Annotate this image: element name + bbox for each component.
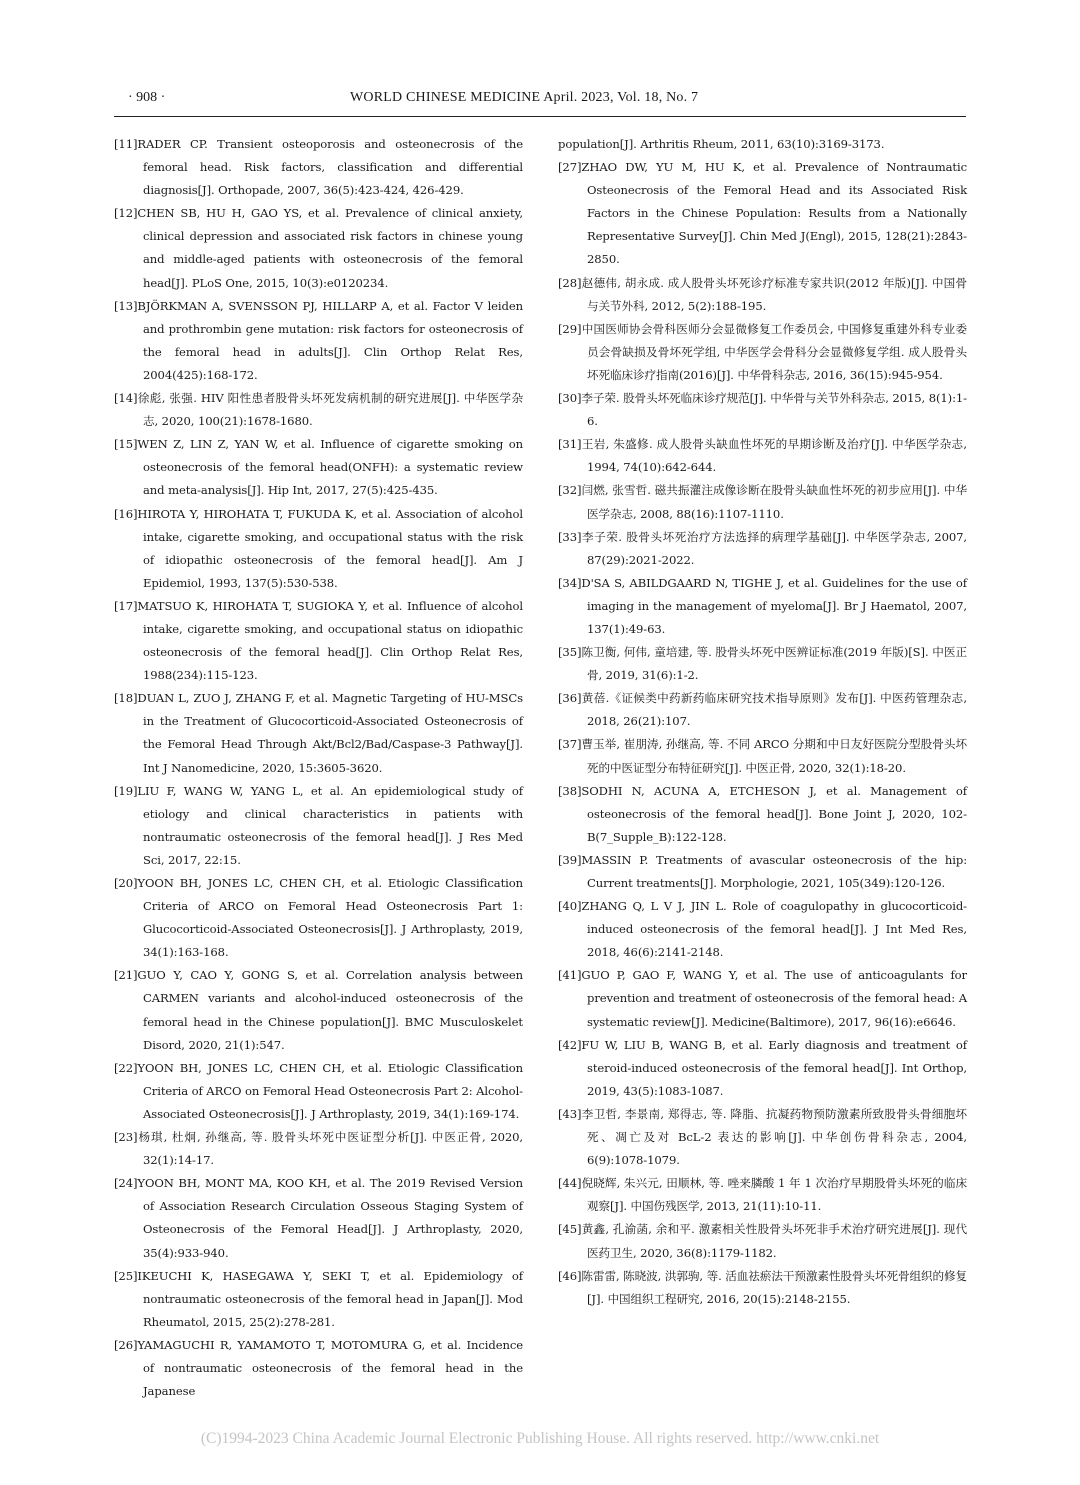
- references-right-column: [558, 133, 967, 1311]
- reference-41: [41]GUO P, GAO F, WANG Y, et al. The use of anticoagulants for prevention and treatment of osteonecrosis of the femoral head: A systematic review[J]. Medicine(Baltimore), 2017, 96(16):e6646.: [558, 968, 967, 1029]
- reference-35: [35]陈卫衡, 何伟, 童培建, 等. 股骨头坏死中医辨证标准(2019 年版)[S]. 中医正骨, 2019, 31(6):1-2.: [558, 645, 967, 683]
- reference-13: [13]BJÖRKMAN A, SVENSSON PJ, HILLARP A, et al. Factor V leiden and prothrombin gene mutation: risk factors for osteonecrosis of the femoral head in adults[J]. Clin Orthop Relat Res, 2004(425):168-172.: [114, 298, 523, 382]
- reference-31: [31]王岩, 朱盛修. 成人股骨头缺血性坏死的早期诊断及治疗[J]. 中华医学杂志, 1994, 74(10):642-644.: [558, 437, 967, 475]
- reference-46: [46]陈雷雷, 陈晓波, 洪郭驹, 等. 活血祛瘀法干预激素性股骨头坏死骨组织的修复[J]. 中国组织工程研究, 2016, 20(15):2148-2155.: [558, 1268, 967, 1306]
- reference-14: [14]徐彪, 张强. HIV 阳性患者股骨头坏死发病机制的研究进展[J]. 中华医学杂志, 2020, 100(21):1678-1680.: [114, 391, 523, 429]
- reference-18: [18]DUAN L, ZUO J, ZHANG F, et al. Magnetic Targeting of HU-MSCs in the Treatment of Glucocorticoid-Associated Osteonecrosis of the Femoral Head Through Akt/Bcl2/Bad/Caspase-3 Pathway[J]. Int J Nanomedicine, 2020, 15:3605-3620.: [114, 691, 523, 775]
- reference-19: [19]LIU F, WANG W, YANG L, et al. An epidemiological study of etiology and clinical characteristics in patients with nontraumatic osteonecrosis of the femoral head[J]. J Res Med Sci, 2017, 22:15.: [114, 783, 523, 867]
- reference-36: [36]黄蓓.《证候类中药新药临床研究技术指导原则》发布[J]. 中医药管理杂志, 2018, 26(21):107.: [558, 691, 967, 729]
- reference-26: [26]YAMAGUCHI R, YAMAMOTO T, MOTOMURA G, et al. Incidence of nontraumatic osteonecrosis of the femoral head in the Japanese: [114, 1337, 523, 1399]
- reference-38: [38]SODHI N, ACUNA A, ETCHESON J, et al. Management of osteonecrosis of the femoral head[J]. Bone Joint J, 2020, 102-B(7_Supple_B):122-128.: [558, 783, 967, 844]
- reference-20: [20]YOON BH, JONES LC, CHEN CH, et al. Etiologic Classification Criteria of ARCO on Femoral Head Osteonecrosis Part 1: Glucocorticoid-Associated Osteonecrosis[J]. J Arthroplasty, 2019, 34(1):163-168.: [114, 876, 523, 960]
- reference-34: [34]D'SA S, ABILDGAARD N, TIGHE J, et al. Guidelines for the use of imaging in the management of myeloma[J]. Br J Haematol, 2007, 137(1):49-63.: [558, 575, 967, 636]
- reference-27: [27]ZHAO DW, YU M, HU K, et al. Prevalence of Nontraumatic Osteonecrosis of the Femoral Head and its Associated Risk Factors in the Chinese Population: Results from a Nationally Representative Survey[J]. Chin Med J(Engl), 2015, 128(21):2843-2850.: [558, 160, 967, 267]
- reference-17: [17]MATSUO K, HIROHATA T, SUGIOKA Y, et al. Influence of alcohol intake, cigarette smoking, and occupational status on idiopathic osteonecrosis of the femoral head[J]. Clin Orthop Relat Res, 1988(234):115-123.: [114, 598, 523, 683]
- reference-42: [42]FU W, LIU B, WANG B, et al. Early diagnosis and treatment of steroid-induced osteonecrosis of the femoral head[J]. Int Orthop, 2019, 43(5):1083-1087.: [558, 1037, 967, 1098]
- reference-29: [29]中国医师协会骨科医师分会显微修复工作委员会, 中国修复重建外科专业委员会骨缺损及骨坏死学组, 中华医学会骨科分会显微修复学组. 成人股骨头坏死临床诊疗指南(2016)[J]. 中华骨科杂志, 2016, 36(15):945-954.: [558, 321, 967, 382]
- reference-39: [39]MASSIN P. Treatments of avascular osteonecrosis of the hip: Current treatments[J]. Morphologie, 2021, 105(349):120-126.: [558, 852, 967, 890]
- reference-11: [11]RADER CP. Transient osteoporosis and osteonecrosis of the femoral head. Risk factors, classification and differential diagnosis[J]. Orthopade, 2007, 36(5):423-424, 426-429.: [114, 137, 523, 198]
- journal-citation: WORLD CHINESE MEDICINE April. 2023, Vol. 18, No. 7: [350, 90, 699, 105]
- reference-33: [33]李子荣. 股骨头坏死治疗方法选择的病理学基础[J]. 中华医学杂志, 2007, 87(29):2021-2022.: [558, 529, 967, 567]
- copyright-footer: (C)1994-2023 China Academic Journal Electronic Publishing House. All rights reserved. http://www.cnki.net: [200, 1430, 880, 1447]
- reference-43: [43]李卫哲, 李景南, 郑得志, 等. 降脂、抗凝药物预防激素所致股骨头骨细胞坏死、凋亡及对 BcL-2 表达的影响[J]. 中华创伤骨科杂志, 2004, 6(9):1078-1079.: [558, 1106, 967, 1168]
- reference-15: [15]WEN Z, LIN Z, YAN W, et al. Influence of cigarette smoking on osteonecrosis of the femoral head(ONFH): a systematic review and meta-analysis[J]. Hip Int, 2017, 27(5):425-435.: [114, 437, 523, 498]
- references-left-column: [114, 133, 523, 1403]
- reference-28: [28]赵德伟, 胡永成. 成人股骨头坏死诊疗标准专家共识(2012 年版)[J]. 中国骨与关节外科, 2012, 5(2):188-195.: [558, 275, 967, 313]
- reference-40: [40]ZHANG Q, L V J, JIN L. Role of coagulopathy in glucocorticoid-induced osteonecrosis of the femoral head[J]. J Int Med Res, 2018, 46(6):2141-2148.: [558, 899, 967, 960]
- reference-44: [44]倪晓辉, 朱兴元, 田顺林, 等. 唑来膦酸 1 年 1 次治疗早期股骨头坏死的临床观察[J]. 中国伤残医学, 2013, 21(11):10-11.: [558, 1176, 967, 1214]
- reference-37: [37]曹玉举, 崔朋涛, 孙继高, 等. 不同 ARCO 分期和中日友好医院分型股骨头坏死的中医证型分布特征研究[J]. 中医正骨, 2020, 32(1):18-20.: [558, 737, 967, 775]
- reference-30: [30]李子荣. 股骨头坏死临床诊疗规范[J]. 中华骨与关节外科杂志, 2015, 8(1):1-6.: [558, 391, 967, 429]
- reference-23: [23]杨琪, 杜炯, 孙继高, 等. 股骨头坏死中医证型分析[J]. 中医正骨, 2020, 32(1):14-17.: [114, 1130, 523, 1168]
- reference-22: [22]YOON BH, JONES LC, CHEN CH, et al. Etiologic Classification Criteria of ARCO on Femoral Head Osteonecrosis Part 2: Alcohol-Associated Osteonecrosis[J]. J Arthroplasty, 2019, 34(1):169-174.: [114, 1060, 523, 1121]
- reference-21: [21]GUO Y, CAO Y, GONG S, et al. Correlation analysis between CARMEN variants and alcohol-induced osteonecrosis of the femoral head in the Chinese population[J]. BMC Musculoskelet Disord, 2020, 21(1):547.: [114, 968, 523, 1052]
- reference-32: [32]闫燃, 张雪哲. 磁共振灌注成像诊断在股骨头缺血性坏死的初步应用[J]. 中华医学杂志, 2008, 88(16):1107-1110.: [558, 483, 967, 521]
- reference-12: [12]CHEN SB, HU H, GAO YS, et al. Prevalence of clinical anxiety, clinical depression and associated risk factors in chinese young and middle-aged patients with osteonecrosis of the femoral head[J]. PLoS One, 2015, 10(3):e0120234.: [114, 206, 523, 290]
- reference-24: [24]YOON BH, MONT MA, KOO KH, et al. The 2019 Revised Version of Association Research Circulation Osseous Staging System of Osteonecrosis of the Femoral Head[J]. J Arthroplasty, 2020, 35(4):933-940.: [114, 1176, 523, 1260]
- page-number: · 908 ·: [128, 90, 166, 105]
- running-header: [114, 88, 966, 112]
- reference-16: [16]HIROTA Y, HIROHATA T, FUKUDA K, et al. Association of alcohol intake, cigarette smoking, and occupational status with the risk of idiopathic osteonecrosis of the femoral head[J]. Am J Epidemiol, 1993, 137(5):530-538.: [114, 506, 523, 590]
- reference-45: [45]黄鑫, 孔渝菡, 余和平. 激素相关性股骨头坏死非手术治疗研究进展[J]. 现代医药卫生, 2020, 36(8):1179-1182.: [558, 1222, 967, 1260]
- header-rule: [114, 116, 966, 117]
- reference-25: [25]IKEUCHI K, HASEGAWA Y, SEKI T, et al. Epidemiology of nontraumatic osteonecrosis of the femoral head in Japan[J]. Mod Rheumatol, 2015, 25(2):278-281.: [114, 1268, 523, 1329]
- reference-26-continued: population[J]. Arthritis Rheum, 2011, 63(10):3169-3173.: [558, 137, 885, 151]
